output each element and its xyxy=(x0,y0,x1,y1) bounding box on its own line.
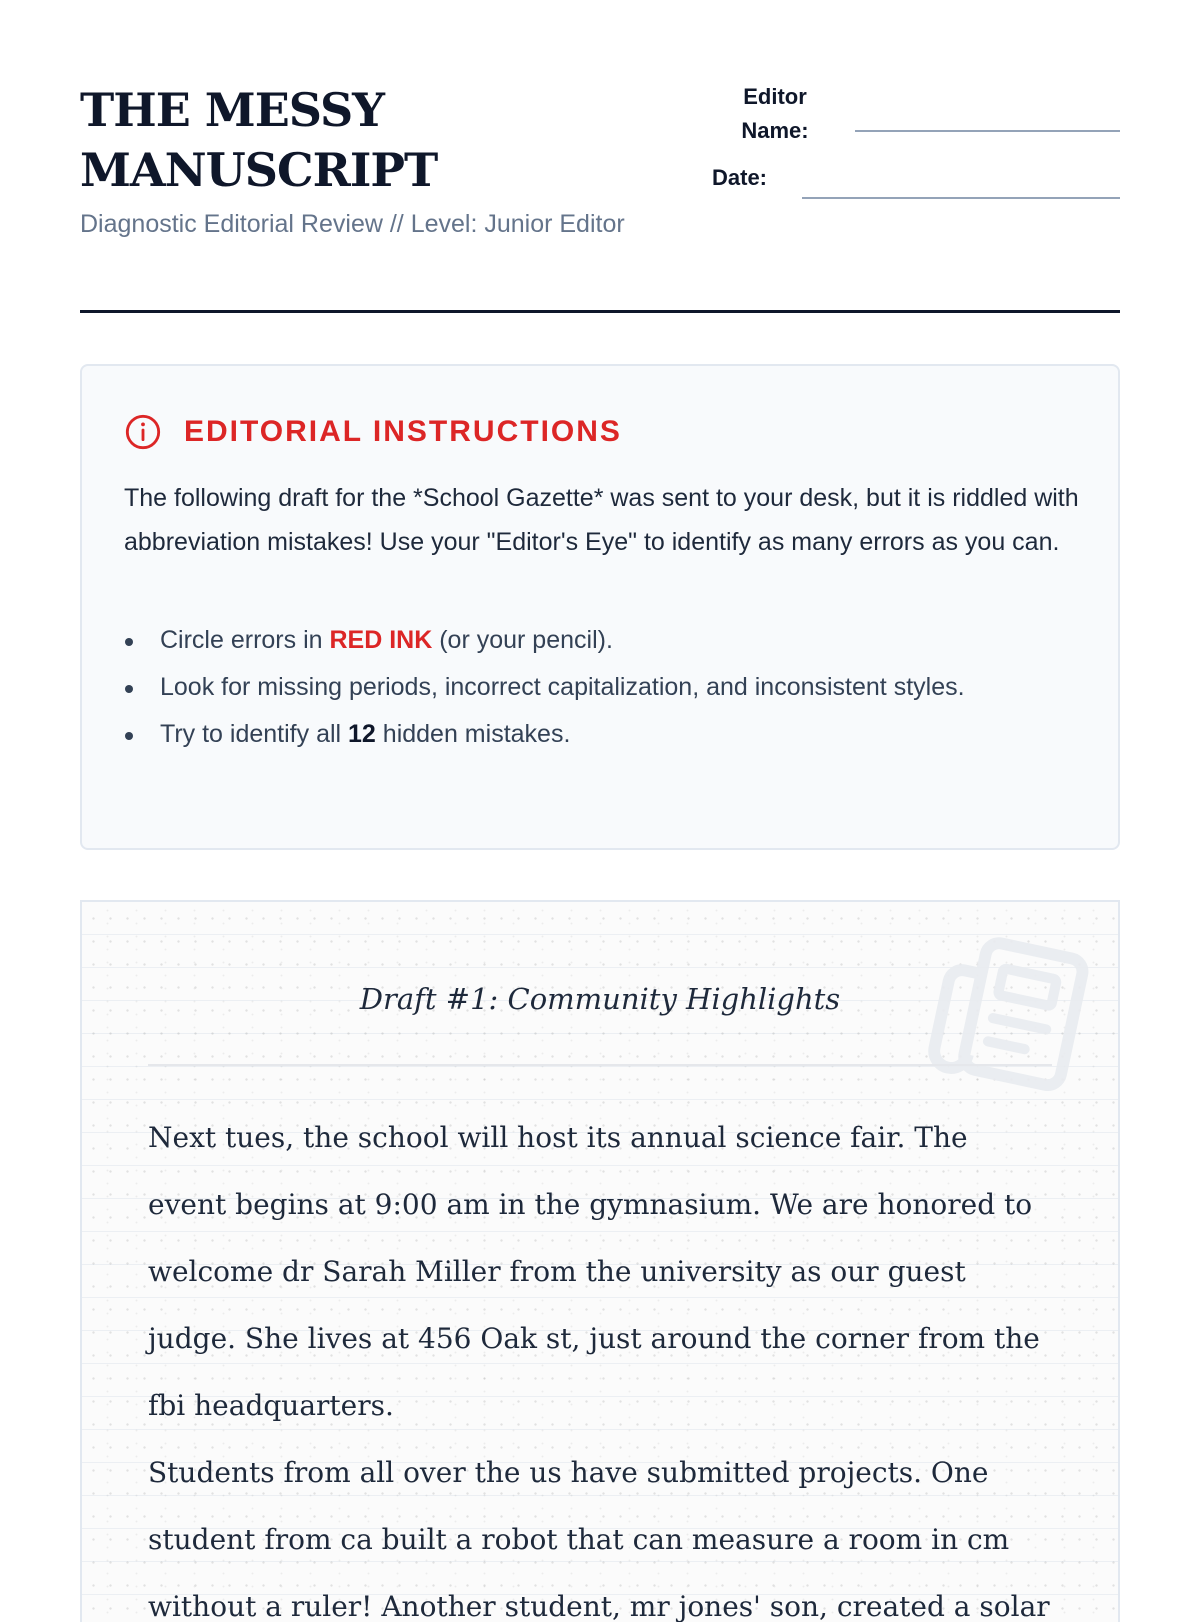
list-item xyxy=(124,620,1079,660)
list-item-text: Look for missing periods, incorrect capitalization, and inconsistent styles. xyxy=(160,673,965,701)
list-item-text: Circle errors in xyxy=(160,626,330,654)
date-field[interactable] xyxy=(802,197,1120,199)
draft-divider xyxy=(148,1064,1052,1066)
manuscript-text xyxy=(148,1104,1052,1622)
list-item xyxy=(124,714,1079,754)
instructions-body: The following draft for the *School Gazette* was sent to your desk, but it is riddled with abbreviation mistakes! Use your "Editor's Eye" to identify as many errors as you can. xyxy=(124,484,1079,556)
red-ink-highlight: RED INK xyxy=(329,626,433,654)
list-item-text: (or your pencil). xyxy=(432,626,613,654)
editor-name-label: Editor Name: xyxy=(741,84,809,143)
instructions-list xyxy=(124,620,1079,761)
worksheet-header xyxy=(80,80,1120,313)
editor-name-field[interactable] xyxy=(855,130,1120,132)
list-item xyxy=(124,667,1079,707)
editorial-instructions-box xyxy=(80,364,1120,850)
manuscript-paper xyxy=(80,900,1120,1622)
date-label: Date: xyxy=(712,165,768,190)
list-item-text: Try to identify all xyxy=(160,720,349,748)
info-circle-icon xyxy=(124,413,162,451)
draft-title: Draft #1: Community Highlights xyxy=(359,982,841,1016)
manuscript-paragraph[interactable]: Next tues, the school will host its annual science fair. The event begins at 9:00 am in the gymnasium. We are honored to welcome dr Sarah Miller from the university as our guest judge. She lives at 456 Oak st, just around the corner from the fbi headquarters. xyxy=(148,1121,1040,1422)
mistake-count: 12 xyxy=(348,720,376,748)
page-subtitle: Diagnostic Editorial Review // Level: Junior Editor xyxy=(80,210,625,238)
instructions-heading-row xyxy=(124,412,622,452)
worksheet-page xyxy=(80,0,1120,1622)
list-item-text: hidden mistakes. xyxy=(375,720,571,748)
manuscript-paragraph[interactable]: Students from all over the us have submitted projects. One student from ca built a robot that can measure a room in cm without a ruler! Another student, mr jones' son, created a solar xyxy=(148,1456,1050,1622)
instructions-heading: EDITORIAL INSTRUCTIONS xyxy=(184,415,622,448)
page-title: THE MESSY MANUSCRIPT xyxy=(80,83,438,197)
